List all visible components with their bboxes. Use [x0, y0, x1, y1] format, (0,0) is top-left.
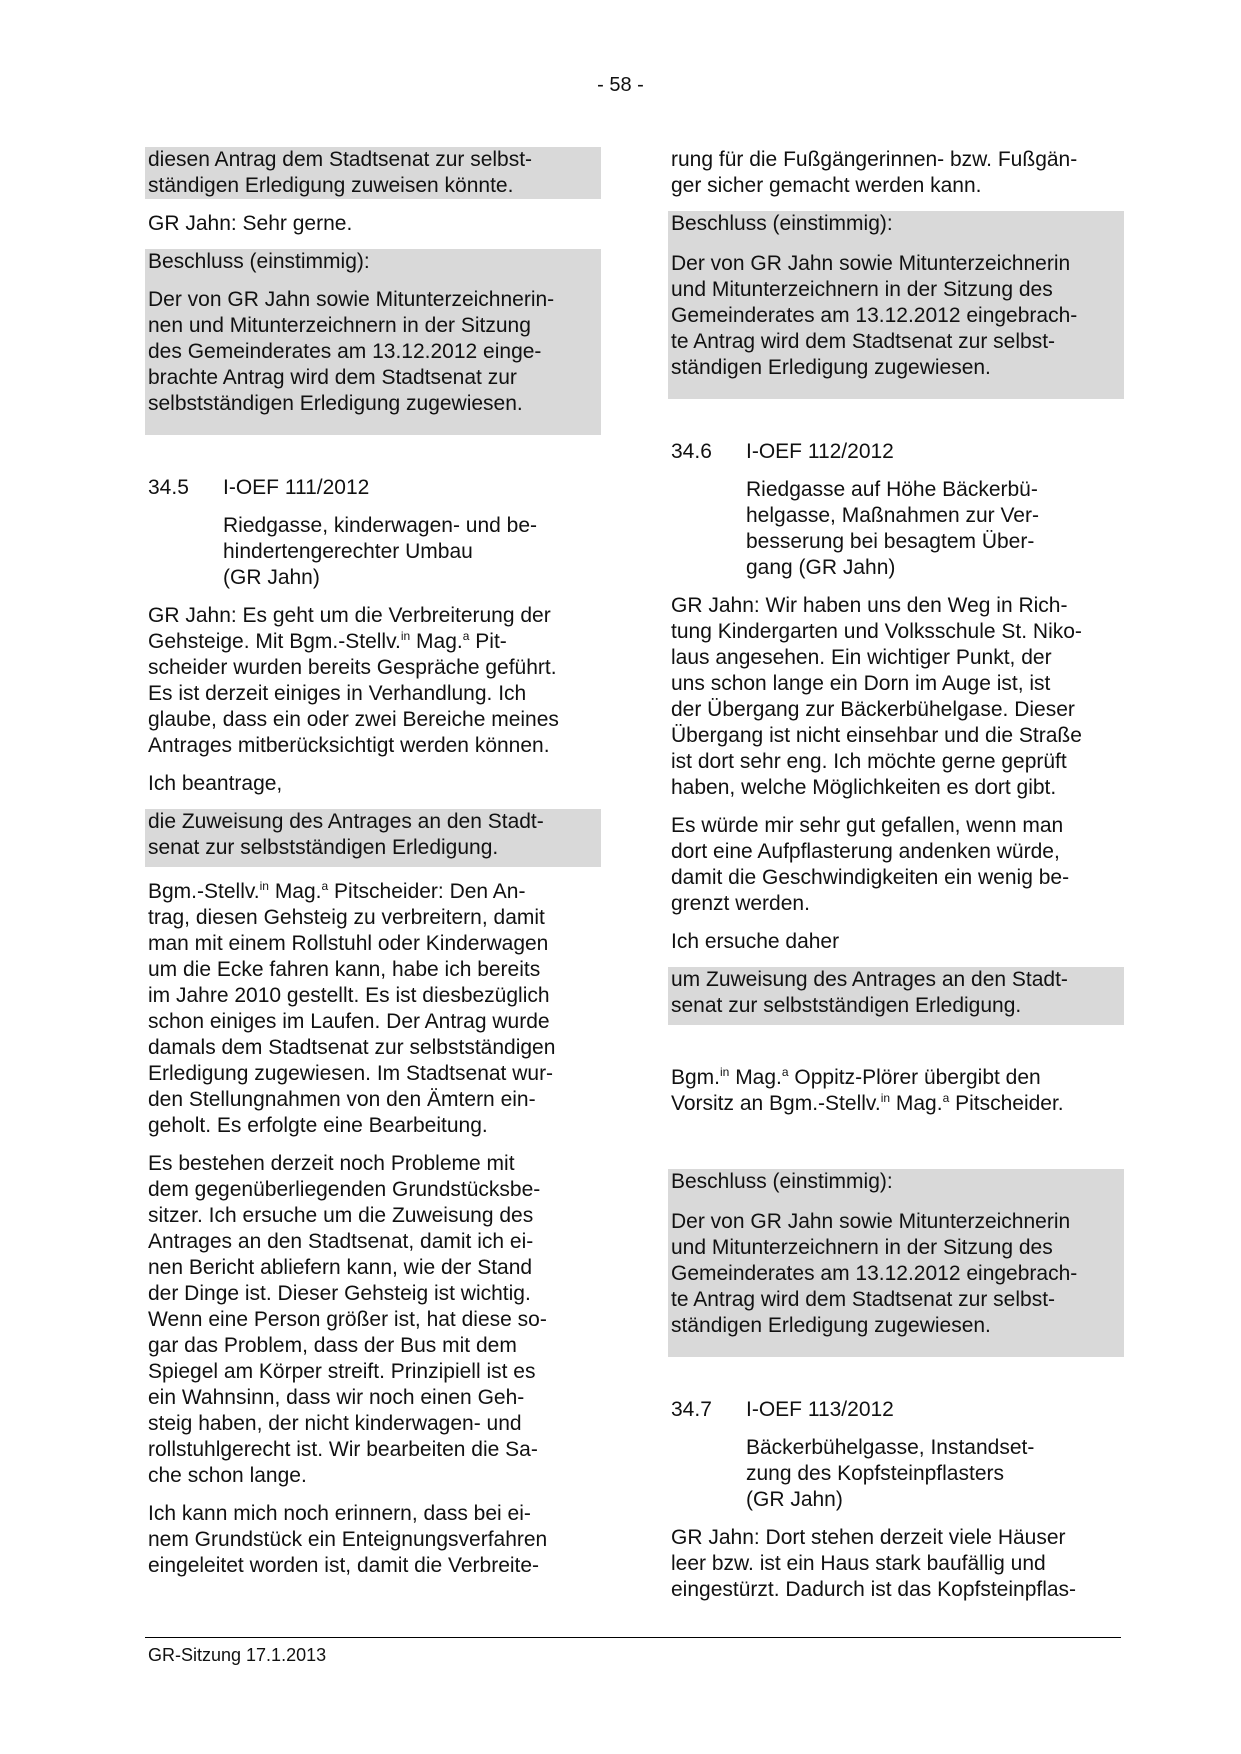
text-line: Ich kann mich noch erinnern, dass bei ei-: [148, 1502, 531, 1525]
resolution-text: [671, 1209, 1121, 1339]
text-line: der Übergang zur Bäckerbühelgase. Dieser: [671, 698, 1075, 721]
text-line: und Mitunterzeichnern in der Sitzung des: [671, 278, 1053, 301]
suggestion-paragraph: [668, 813, 1124, 917]
agenda-code: I-OEF 113/2012: [746, 1398, 894, 1421]
resolution-label: Beschluss (einstimmig):: [148, 250, 370, 273]
agenda-code: I-OEF 111/2012: [223, 476, 370, 499]
resolution-block: [668, 1169, 1124, 1209]
speech-line: Mag.: [410, 630, 463, 653]
response-line: Mag.: [268, 880, 322, 903]
speech-paragraph: [668, 593, 1124, 801]
text-line: trag, diesen Gehsteig zu verbreitern, damit: [148, 906, 545, 929]
text-line: Übergang ist nicht einsehbar und die Straße: [671, 724, 1082, 747]
speech-paragraph: [145, 603, 601, 759]
text-line: helgasse, Maßnahmen zur Ver-: [746, 504, 1039, 527]
footer-divider: [145, 1637, 1121, 1638]
speech-line: GR Jahn: Es geht um die Verbreiterung der: [148, 604, 551, 627]
superscript: in: [880, 1091, 891, 1105]
page-number: - 58 -: [597, 74, 644, 96]
text-line: grenzt werden.: [671, 892, 810, 915]
text-line: und Mitunterzeichnern in der Sitzung des: [671, 1236, 1053, 1259]
left-column: [145, 147, 601, 1591]
text-line: Antrages an den Stadtsenat, damit ich ei-: [148, 1230, 534, 1253]
text-line: Erledigung zugewiesen. Im Stadtsenat wur-: [148, 1062, 554, 1085]
text-line: ist dort sehr eng. Ich möchte gerne geprüft: [671, 750, 1067, 773]
text-line: te Antrag wird dem Stadtsenat zur selbst-: [671, 330, 1056, 353]
carryover-paragraph: [145, 147, 601, 199]
text-line: damals dem Stadtsenat zur selbstständigen: [148, 1036, 556, 1059]
text-line: tung Kindergarten und Volksschule St. Niko-: [671, 620, 1082, 643]
response-paragraph: [145, 879, 601, 1139]
handover-text: Mag.: [890, 1092, 943, 1115]
text-line: besserung bei besagtem Über-: [746, 530, 1035, 553]
text-line: nen und Mitunterzeichnern in der Sitzung: [148, 314, 531, 337]
resolution-text-block: [668, 1209, 1124, 1357]
response-rest: [148, 905, 598, 1139]
text-line: te Antrag wird dem Stadtsenat zur selbst-: [671, 1288, 1056, 1311]
motion-intro: Ich beantrage,: [148, 772, 283, 795]
speech-line: Pit-: [469, 630, 507, 653]
agenda-item-34-7: [668, 1397, 1124, 1513]
text-line: leer bzw. ist ein Haus stark baufällig und: [671, 1552, 1046, 1575]
agenda-item-34-6: [668, 439, 1124, 581]
response-line: Pitscheider: Den An-: [328, 880, 526, 903]
text-line: Gemeinderates am 13.12.2012 eingebrach-: [671, 304, 1078, 327]
superscript: a: [942, 1091, 950, 1105]
superscript: in: [400, 629, 411, 643]
text-line: gang (GR Jahn): [746, 556, 896, 579]
text-line: schon einiges im Laufen. Der Antrag wurde: [148, 1010, 550, 1033]
text-line: die Zuweisung des Antrages an den Stadt-: [148, 810, 544, 833]
chair-handover: [668, 1065, 1124, 1117]
text-line: Wenn eine Person größer ist, hat diese so-: [148, 1308, 547, 1331]
text-line: ständigen Erledigung zugewiesen.: [671, 356, 991, 379]
text-line: gar das Problem, dass der Bus mit dem: [148, 1334, 517, 1357]
text-line: Der von GR Jahn sowie Mitunterzeichnerin: [671, 252, 1071, 275]
handover-text: Pitscheider.: [949, 1092, 1064, 1115]
text-line: zung des Kopfsteinpflasters: [746, 1462, 1004, 1485]
speech-paragraph: [668, 1525, 1124, 1603]
resolution-text: [148, 287, 598, 417]
text-line: ger sicher gemacht werden kann.: [671, 174, 982, 197]
text-line: Riedgasse auf Höhe Bäckerbü-: [746, 478, 1038, 501]
text-line: hindertengerechter Umbau: [223, 540, 473, 563]
agenda-number: 34.5: [148, 476, 189, 499]
text-line: nem Grundstück ein Enteignungsverfahren: [148, 1528, 548, 1551]
speech-rest: [148, 655, 598, 759]
text-line: im Jahre 2010 gestellt. Es ist diesbezüglich: [148, 984, 550, 1007]
resolution-block: [145, 249, 601, 435]
agenda-title: [746, 1435, 1121, 1513]
text-line: sitzer. Ich ersuche um die Zuweisung des: [148, 1204, 534, 1227]
request-intro: Ich ersuche daher: [671, 930, 840, 953]
superscript: a: [321, 879, 329, 893]
resolution-label: Beschluss (einstimmig):: [671, 1170, 893, 1193]
text-line: senat zur selbstständigen Erledigung.: [671, 994, 1022, 1017]
handover-text: Mag.: [729, 1066, 782, 1089]
agenda-title: [223, 513, 598, 591]
text-line: ständigen Erledigung zugewiesen.: [671, 1314, 991, 1337]
text-line: nen Bericht abliefern kann, wie der Stand: [148, 1256, 533, 1279]
superscript: in: [259, 879, 269, 893]
text-line: Bäckerbühelgasse, Instandset-: [746, 1436, 1035, 1459]
text-line: rung für die Fußgängerinnen- bzw. Fußgän-: [671, 148, 1078, 171]
text-line: ein Wahnsinn, dass wir noch einen Geh-: [148, 1386, 525, 1409]
resolution-text-block: [668, 251, 1124, 399]
right-column: [668, 147, 1124, 1615]
response-line: Bgm.-Stellv.: [148, 880, 260, 903]
text-line: um die Ecke fahren kann, habe ich bereits: [148, 958, 541, 981]
text-line: che schon lange.: [148, 1464, 307, 1487]
resolution-text: [671, 251, 1121, 381]
text-line: Riedgasse, kinderwagen- und be-: [223, 514, 538, 537]
resolution-label: Beschluss (einstimmig):: [671, 212, 893, 235]
text-line: GR Jahn: Wir haben uns den Weg in Rich-: [671, 594, 1068, 617]
text-line: laus angesehen. Ein wichtiger Punkt, der: [671, 646, 1052, 669]
text-line: ständigen Erledigung zuweisen könnte.: [148, 174, 514, 197]
text-line: der Dinge ist. Dieser Gehsteig ist wichtig.: [148, 1282, 531, 1305]
continuation-paragraph: [668, 147, 1124, 199]
text-line: senat zur selbstständigen Erledigung.: [148, 836, 499, 859]
text-line: haben, welche Möglichkeiten es dort gibt.: [671, 776, 1057, 799]
text-line: eingestürzt. Dadurch ist das Kopfsteinpflas-: [671, 1578, 1077, 1601]
text-line: selbstständigen Erledigung zugewiesen.: [148, 392, 523, 415]
agenda-number: 34.7: [671, 1398, 712, 1421]
superscript: a: [462, 629, 470, 643]
text-line: des Gemeinderates am 13.12.2012 einge-: [148, 340, 542, 363]
resolution-block: [668, 211, 1124, 251]
text-line: Der von GR Jahn sowie Mitunterzeichnerin: [671, 1210, 1071, 1233]
text-line: dem gegenüberliegenden Grundstücksbe-: [148, 1178, 541, 1201]
agenda-item-34-5: [145, 475, 601, 591]
text-line: Es ist derzeit einiges in Verhandlung. Ich: [148, 682, 527, 705]
problems-paragraph: [145, 1151, 601, 1489]
text-line: Es bestehen derzeit noch Probleme mit: [148, 1152, 515, 1175]
speech-line: Gehsteige. Mit Bgm.-Stellv.: [148, 630, 401, 653]
text-line: diesen Antrag dem Stadtsenat zur selbst-: [148, 148, 533, 171]
handover-text: Oppitz-Plörer übergibt den: [788, 1066, 1041, 1089]
text-line: Antrages mitberücksichtigt werden können.: [148, 734, 550, 757]
text-line: rollstuhlgerecht ist. Wir bearbeiten die Sa-: [148, 1438, 538, 1461]
text-line: glaube, dass ein oder zwei Bereiche meines: [148, 708, 559, 731]
text-line: um Zuweisung des Antrages an den Stadt-: [671, 968, 1068, 991]
footer-text: GR-Sitzung 17.1.2013: [148, 1645, 327, 1665]
text-line: Es würde mir sehr gut gefallen, wenn man: [671, 814, 1064, 837]
text-line: eingeleitet worden ist, damit die Verbreite-: [148, 1554, 540, 1577]
text-line: brachte Antrag wird dem Stadtsenat zur: [148, 366, 517, 389]
text-line: dort eine Aufpflasterung andenken würde,: [671, 840, 1060, 863]
text-line: uns schon lange ein Dorn im Auge ist, ist: [671, 672, 1051, 695]
reply-paragraph: GR Jahn: Sehr gerne.: [148, 212, 353, 235]
superscript: in: [720, 1065, 730, 1079]
agenda-number: 34.6: [671, 440, 712, 463]
text-line: damit die Geschwindigkeiten ein wenig be-: [671, 866, 1070, 889]
agenda-code: I-OEF 112/2012: [746, 440, 894, 463]
text-line: GR Jahn: Dort stehen derzeit viele Häuser: [671, 1526, 1066, 1549]
text-line: Spiegel am Körper streift. Prinzipiell ist es: [148, 1360, 536, 1383]
superscript: a: [781, 1065, 789, 1079]
agenda-title: [746, 477, 1121, 581]
text-line: scheider wurden bereits Gespräche geführt.: [148, 656, 557, 679]
text-line: den Stellungnahmen von den Ämtern ein-: [148, 1088, 536, 1111]
request-text: [668, 967, 1124, 1025]
handover-text: Bgm.: [671, 1066, 721, 1089]
memory-paragraph: [145, 1501, 601, 1579]
text-line: Der von GR Jahn sowie Mitunterzeichnerin-: [148, 288, 555, 311]
motion-text: [145, 809, 601, 867]
text-line: geholt. Es erfolgte eine Bearbeitung.: [148, 1114, 488, 1137]
text-line: man mit einem Rollstuhl oder Kinderwagen: [148, 932, 549, 955]
text-line: steig haben, der nicht kinderwagen- und: [148, 1412, 522, 1435]
text-line: (GR Jahn): [746, 1488, 843, 1511]
handover-text: Vorsitz an Bgm.-Stellv.: [671, 1092, 881, 1115]
text-line: (GR Jahn): [223, 566, 320, 589]
text-line: Gemeinderates am 13.12.2012 eingebrach-: [671, 1262, 1078, 1285]
